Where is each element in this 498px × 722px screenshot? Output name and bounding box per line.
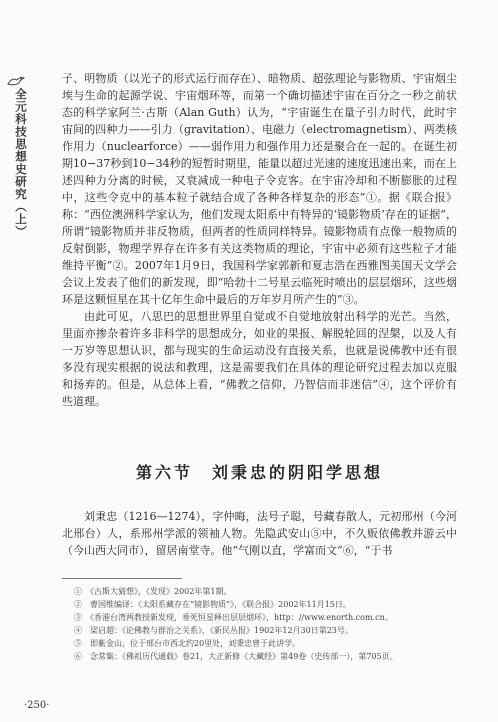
- footnote: ④ 梁启超：《论佛教与群治之关系》，《新民丛报》1902年12月30日第23号。: [74, 626, 353, 635]
- footnote: ② 曹国维编译：《太阳系藏存在“镜影物质”》，《联合报》2002年11月15日。: [74, 600, 351, 609]
- footnote: ⑥ 念常集：《佛祖历代通载》卷21，大正新修《大藏经》第49卷（史传部一），第705页。: [74, 652, 398, 661]
- paragraph-1: 子、明物质（以光子的形式运行而存在）、暗物质、超弦理论与影物质、宇宙烟尘埃与生命的起源学说、宇宙烟环等，而第一个确切描述宇宙在百分之一秒之前状态的科学家阿兰·古斯（Alan Guth）认为，“宇宙诞生在量子引力时代，此时宇宙间的四种力——引力（gravitation）、电磁力（electromagnetism）、两类核作用力（nuclearforce）——弱作用力和强作用力还是聚合在一起的。在诞生初期10−37秒到10−34秒的短暂时期里，能量以超过光速的速度迅速出来，而在上述四种力分离的时候，又衰减成一种电子令克客。在宇宙冷却和不断膨胀的过程中，这些令克中的基本粒子就结合成了各种各样复杂的形态”①。据《联合报》称：“西位澳洲科学家认为，他们发现太阳系中有特异的‘镜影物质’存在的证据”，所谓“镜影物质并非反物质，但两者的性质同样特异。镜影物质有点像一般物质的反射倒影，物理学界存在许多有关这类物质的理论，宇宙中必须有这些粒子才能维持平衡”②。2007年1月9日，我国科学家郭新和夏志浩在西雅图美国天文学会会议上发表了他们的新发现，即“哈勃十二号星云临死时喷出的层层烟环，这些烟环是这颗恒星在其十亿年生命中最后的万年岁月所产生的”③。: [62, 72, 457, 306]
- footnote-rule: [62, 578, 182, 579]
- paragraph-2: 由此可见，八思巴的思想世界里自觉或不自觉地放射出科学的光芒。当然，里面亦掺杂着许多非科学的思想成分，如业的果报、解脱轮回的涅槃，以及人有一万岁等思想认识，都与现实的生命运动没有直接关系，也就是说佛教中还有很多没有现实根据的说法和教理，这是需要我们在具体的理论研究过程去加以克服和扬弃的。但是，从总体上看，“佛教之信仰，乃智信而非迷信”④，这个评价有些道理。: [62, 310, 457, 408]
- page-number: ·250·: [24, 700, 50, 711]
- bird-ornament-icon: [6, 74, 26, 88]
- footnotes: [74, 585, 457, 663]
- main-text: [62, 70, 457, 410]
- footnote: ① 《古斯大猜想》，《发现》2002年第1期。: [74, 587, 232, 596]
- footnote: ⑤ 即紫金山，位于邢台市西北约20里处，刘秉忠曾于此讲学。: [74, 639, 301, 648]
- running-book-title: 全元科技思想史研究（上）: [14, 88, 28, 238]
- footnote: ③ 《香港台湾两教授新发现，垂死恒星释出层层烟环》，http：//www.enorth.com.cn。: [74, 613, 393, 622]
- section-heading: 第六节 刘秉忠的阴阳学思想: [135, 463, 383, 482]
- paragraph-3: 刘秉忠（1216—1274），字仲晦，法号子聪，号藏春散人，元初邢州（今河北邢台）人，系邢州学派的领袖人物。先隐武安山⑤中，不久贩依佛教并游云中（今山西大同市），留居南堂寺。他“气刚以直，学富而文”⑥，“于书: [62, 510, 457, 557]
